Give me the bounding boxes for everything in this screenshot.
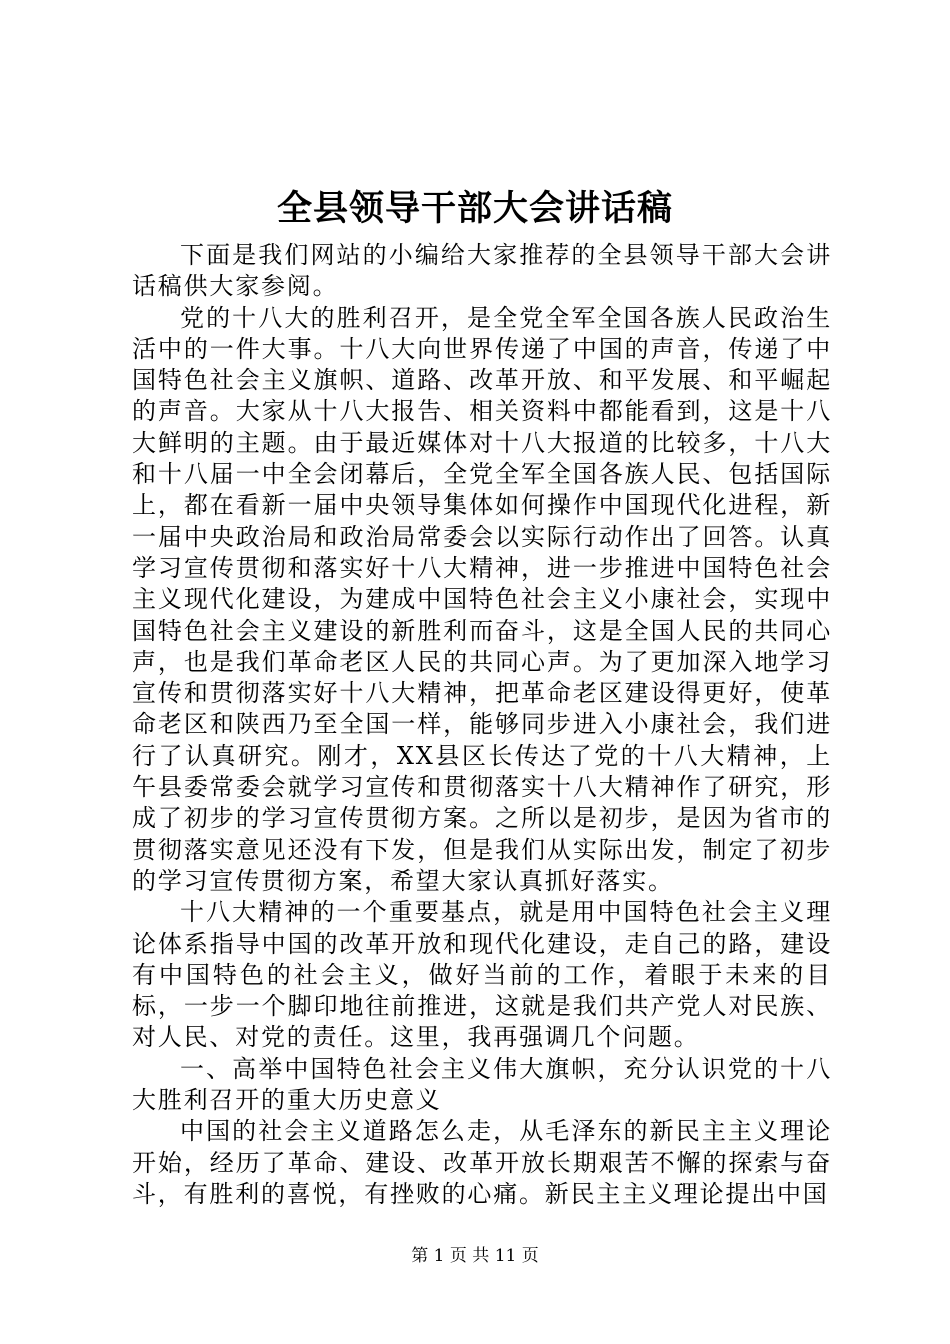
document-title: 全县领导干部大会讲话稿	[276, 188, 673, 229]
document-body	[132, 240, 832, 1210]
page-number-footer: 第 1 页 共 11 页	[411, 1246, 539, 1266]
paragraph-socialist-road: 中国的社会主义道路怎么走，从毛泽东的新民主主义理论开始，经历了革命、建设、改革开放长期艰苦不懈的探索与奋斗，有胜利的喜悦，有挫败的心痛。新民主主义理论提出中国	[132, 1117, 832, 1208]
paragraph-core-principle: 十八大精神的一个重要基点，就是用中国特色社会主义理论体系指导中国的改革开放和现代化建设，走自己的路，建设有中国特色的社会主义，做好当前的工作，着眼于未来的目标，一步一个脚印地往前推进，这就是我们共产党人对民族、对人民、对党的责任。这里，我再强调几个问题。	[132, 898, 832, 1052]
section-heading-one: 一、高举中国特色社会主义伟大旗帜，充分认识党的十八大胜利召开的重大历史意义	[132, 1054, 832, 1115]
paragraph-congress-significance: 党的十八大的胜利召开，是全党全军全国各族人民政治生活中的一件大事。十八大向世界传递了中国的声音，传递了中国特色社会主义旗帜、道路、改革开放、和平发展、和平崛起的声音。大家从十八大报告、相关资料中都能看到，这是十八大鲜明的主题。由于最近媒体对十八大报道的比较多，十八大和十八届一中全会闭幕后，全党全军全国各族人民、包括国际上，都在看新一届中央领导集体如何操作中国现代化进程，新一届中央政治局和政治局常委会以实际行动作出了回答。认真学习宣传贯彻和落实好十八大精神，进一步推进中国特色社会主义现代化建设，为建成中国特色社会主义小康社会，实现中国特色社会主义建设的新胜利而奋斗，这是全国人民的共同心声，也是我们革命老区人民的共同心声。为了更加深入地学习宣传和贯彻落实好十八大精神，把革命老区建设得更好，使革命老区和陕西乃至全国一样，能够同步进入小康社会，我们进行了认真研究。刚才，XX县区长传达了党的十八大精神，上午县委常委会就学习宣传和贯彻落实十八大精神作了研究，形成了初步的学习宣传贯彻方案。之所以是初步，是因为省市的贯彻落实意见还没有下发，但是我们从实际出发，制定了初步的学习宣传贯彻方案，希望大家认真抓好落实。	[132, 303, 832, 895]
paragraph-intro: 下面是我们网站的小编给大家推荐的全县领导干部大会讲话稿供大家参阅。	[132, 241, 832, 301]
